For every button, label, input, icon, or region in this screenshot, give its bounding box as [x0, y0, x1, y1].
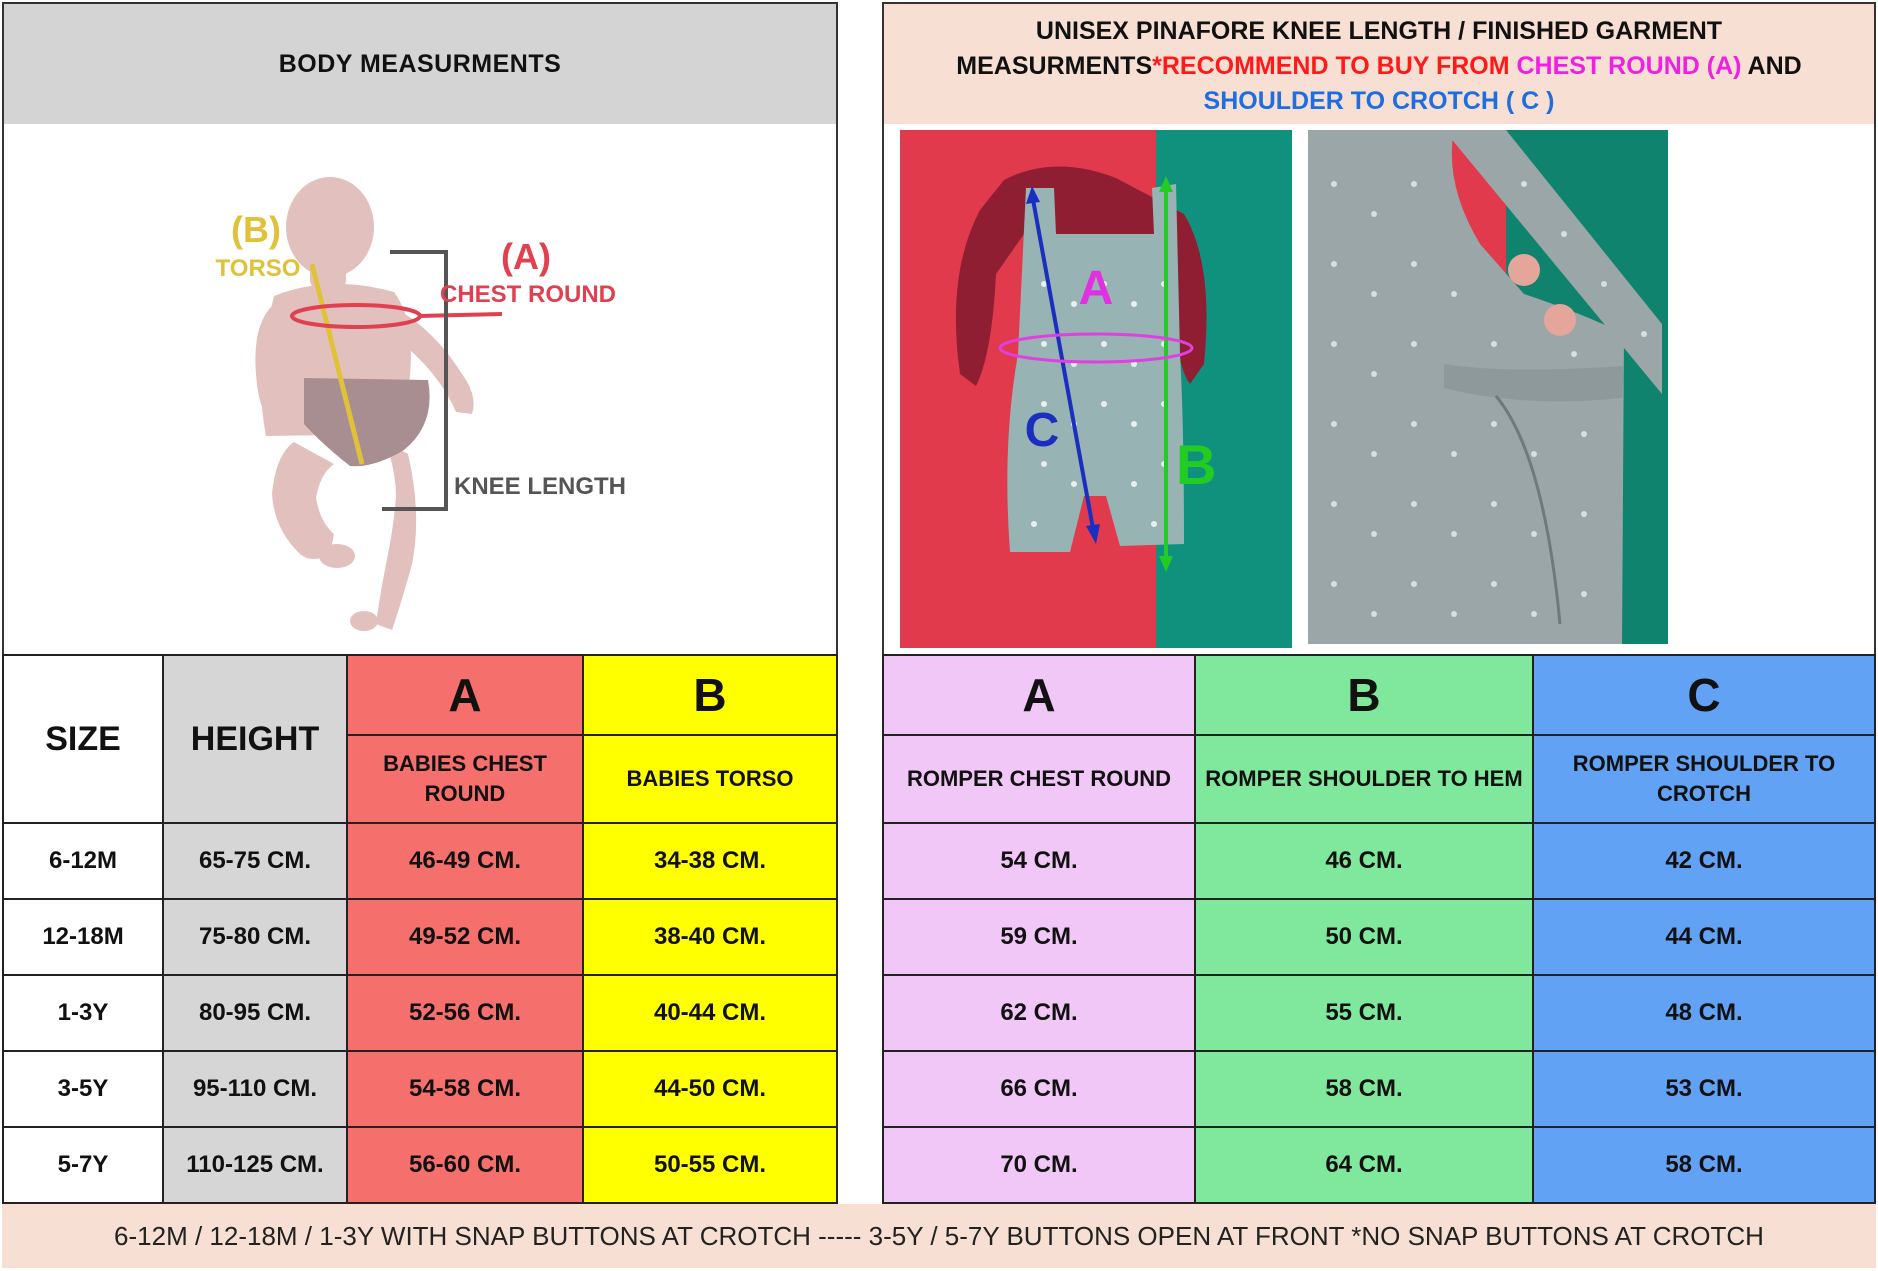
size-value: 5-7Y: [57, 1151, 109, 1178]
table-row-romper-hem: [1194, 1050, 1534, 1128]
body-measurements-title: BODY MEASURMENTS: [278, 49, 562, 78]
romper-crotch-value: 58 CM.: [1665, 1151, 1743, 1178]
label-chest-round: CHEST ROUND: [439, 281, 617, 308]
table-row-chest: [346, 898, 584, 976]
romper-c-letter-cell: [1532, 654, 1876, 736]
header-line-3: SHOULDER TO CROTCH ( C ): [1203, 87, 1555, 115]
torso-value: 34-38 CM.: [653, 847, 767, 874]
table-row-romper-crotch: [1532, 1050, 1876, 1128]
chest-value: 49-52 CM.: [408, 923, 522, 950]
table-row-size: [2, 1050, 164, 1128]
table-row-chest: [346, 1126, 584, 1204]
col-b-letter: B: [693, 669, 727, 721]
table-row-size: [2, 898, 164, 976]
table-row-chest: [346, 974, 584, 1052]
chest-pointer-line: [418, 314, 502, 316]
romper-a-letter: A: [1022, 669, 1056, 721]
body-measurements-header: [2, 2, 838, 126]
col-b-label: BABIES TORSO: [626, 766, 794, 791]
col-b-label-cell: [582, 734, 838, 824]
height-value: 80-95 CM.: [198, 999, 312, 1026]
romper-b-label-cell: [1194, 734, 1534, 824]
label-knee-length: KNEE LENGTH: [454, 473, 627, 500]
label-a-letter: (A): [501, 236, 551, 277]
romper-c-letter: C: [1687, 669, 1721, 721]
table-row-romper-crotch: [1532, 1126, 1876, 1204]
size-column-header: [2, 654, 164, 824]
chest-value: 54-58 CM.: [408, 1075, 522, 1102]
chest-value: 56-60 CM.: [408, 1151, 522, 1178]
baby-illustration-panel: [2, 124, 838, 656]
height-column-header: [162, 654, 348, 824]
size-header-text: SIZE: [45, 719, 121, 758]
size-value: 3-5Y: [57, 1075, 109, 1102]
table-row-chest: [346, 822, 584, 900]
table-row-size: [2, 1126, 164, 1204]
table-row-torso: [582, 1126, 838, 1204]
table-row-height: [162, 1126, 348, 1204]
table-row-chest: [346, 1050, 584, 1128]
col-a-label: BABIES CHEST ROUND: [383, 751, 547, 806]
table-row-romper-hem: [1194, 898, 1534, 976]
header-line-1: UNISEX PINAFORE KNEE LENGTH / FINISHED GARMENT: [1035, 17, 1723, 45]
label-torso: TORSO: [215, 255, 301, 282]
height-value: 95-110 CM.: [192, 1075, 318, 1102]
header-line-2: [884, 49, 1874, 84]
header-and: AND: [1747, 52, 1802, 80]
garment-photos: [884, 124, 1878, 654]
romper-hem-value: 58 CM.: [1325, 1075, 1403, 1102]
romper-crotch-value: 48 CM.: [1665, 999, 1743, 1026]
table-row-romper-hem: [1194, 1126, 1534, 1204]
table-row-romper-chest: [882, 822, 1196, 900]
col-a-letter: A: [448, 669, 482, 721]
label-b-letter: (B): [231, 209, 281, 250]
table-row-romper-hem: [1194, 822, 1534, 900]
table-row-size: [2, 974, 164, 1052]
size-value: 12-18M: [42, 923, 124, 950]
romper-a-label-cell: [882, 734, 1196, 824]
torso-value: 40-44 CM.: [653, 999, 767, 1026]
col-a-label-cell: [346, 734, 584, 824]
romper-c-label: ROMPER SHOULDER TO CROTCH: [1572, 751, 1836, 806]
table-row-torso: [582, 1050, 838, 1128]
romper-crotch-value: 42 CM.: [1665, 847, 1743, 874]
col-b-letter-cell: [582, 654, 838, 736]
height-value: 75-80 CM.: [198, 923, 312, 950]
romper-chest-value: 62 CM.: [1000, 999, 1078, 1026]
table-row-romper-chest: [882, 1126, 1196, 1204]
table-row-torso: [582, 898, 838, 976]
garment-measurements-header: [882, 2, 1876, 126]
romper-a-letter-cell: [882, 654, 1196, 736]
romper-hem-value: 46 CM.: [1325, 847, 1403, 874]
height-value: 110-125 CM.: [186, 1151, 324, 1178]
chest-value: 52-56 CM.: [408, 999, 522, 1026]
height-header-text: HEIGHT: [190, 719, 320, 758]
romper-chest-value: 54 CM.: [1000, 847, 1078, 874]
romper-b-label: ROMPER SHOULDER TO HEM: [1205, 766, 1523, 791]
table-row-romper-chest: [882, 1050, 1196, 1128]
table-row-size: [2, 822, 164, 900]
col-a-letter-cell: [346, 654, 584, 736]
table-row-height: [162, 898, 348, 976]
romper-crotch-value: 44 CM.: [1665, 923, 1743, 950]
romper-b-letter-cell: [1194, 654, 1534, 736]
romper-a-label: ROMPER CHEST ROUND: [906, 766, 1171, 791]
size-value: 1-3Y: [57, 999, 109, 1026]
diaper-shape: [304, 378, 430, 466]
table-row-torso: [582, 974, 838, 1052]
romper-hem-value: 50 CM.: [1325, 923, 1403, 950]
photo-label-a: A: [1078, 262, 1114, 315]
table-row-romper-chest: [882, 974, 1196, 1052]
table-row-romper-chest: [882, 898, 1196, 976]
photo-label-c: C: [1024, 404, 1060, 457]
romper-b-letter: B: [1347, 669, 1381, 721]
footer-text: 6-12M / 12-18M / 1-3Y WITH SNAP BUTTONS AT CROTCH ----- 3-5Y / 5-7Y BUTTONS OPEN AT FRONT *NO SNAP BUTTONS AT CROTCH: [114, 1220, 1764, 1251]
romper-chest-value: 70 CM.: [1000, 1151, 1078, 1178]
baby-diagram: [4, 124, 840, 654]
table-row-height: [162, 822, 348, 900]
romper-c-label-cell: [1532, 734, 1876, 824]
table-row-romper-crotch: [1532, 974, 1876, 1052]
photo-full-romper: [900, 130, 1292, 648]
height-value: 65-75 CM.: [198, 847, 312, 874]
size-value: 6-12M: [48, 847, 118, 874]
table-row-romper-hem: [1194, 974, 1534, 1052]
romper-hem-value: 55 CM.: [1325, 999, 1403, 1026]
garment-photos-panel: [882, 124, 1876, 656]
romper-crotch-value: 53 CM.: [1665, 1075, 1743, 1102]
table-row-torso: [582, 822, 838, 900]
header-recommend: *RECOMMEND TO BUY FROM: [1152, 52, 1510, 80]
header-measurements: MEASURMENTS: [956, 52, 1153, 80]
table-row-height: [162, 1050, 348, 1128]
chest-value: 46-49 CM.: [408, 847, 522, 874]
header-chest-round: CHEST ROUND (A): [1516, 52, 1742, 80]
table-row-romper-crotch: [1532, 822, 1876, 900]
footer-note: [2, 1204, 1876, 1268]
torso-value: 38-40 CM.: [653, 923, 767, 950]
torso-value: 44-50 CM.: [653, 1075, 767, 1102]
table-row-height: [162, 974, 348, 1052]
romper-chest-value: 59 CM.: [1000, 923, 1078, 950]
romper-hem-value: 64 CM.: [1325, 1151, 1403, 1178]
table-row-romper-crotch: [1532, 898, 1876, 976]
photo-label-b: B: [1176, 433, 1217, 496]
photo-closeup-fabric: [1308, 130, 1668, 644]
torso-value: 50-55 CM.: [653, 1151, 767, 1178]
romper-chest-value: 66 CM.: [1000, 1075, 1078, 1102]
